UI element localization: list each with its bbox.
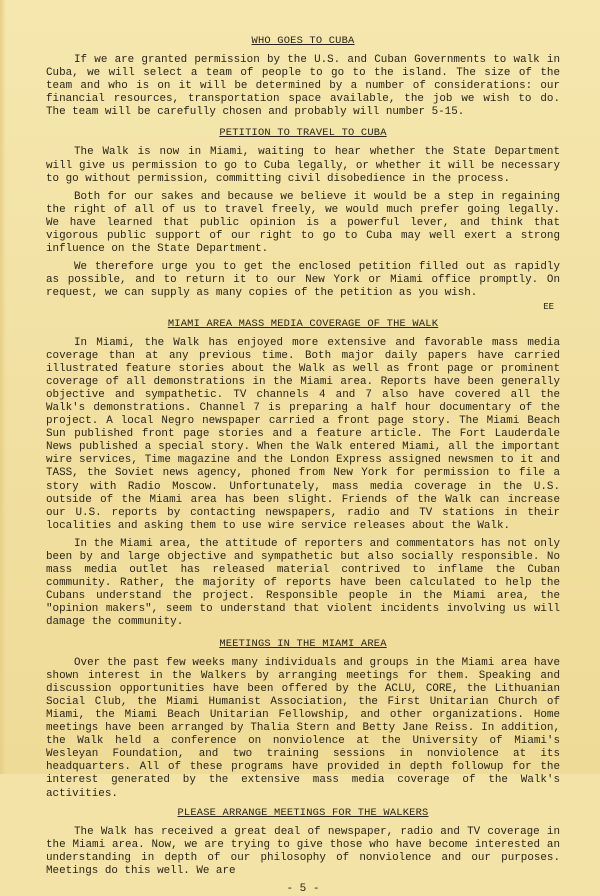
section-petition <box>46 126 560 312</box>
section-heading: WHO GOES TO CUBA <box>251 35 355 47</box>
section-meetings <box>46 637 560 801</box>
paragraph: The Walk is now in Miami, waiting to hear whether the State Department will give us permission to go to Cuba legally, or whether it will be necessary to go without permission, committing civil disobedience in the process. <box>46 146 560 185</box>
section-heading: PLEASE ARRANGE MEETINGS FOR THE WALKERS <box>177 806 429 819</box>
paragraph: In the Miami area, the attitude of reporters and commentators has not only been by and large objective and sympathetic but also socially responsible. No mass media outlet has released material contrived to inflame the Cuban community. Rather, the majority of reports have been calculated to help the Cubans understand the project. Responsible people in the Miami area, the "opinion makers", seem to understand that violent incidents involving us will damage the community. <box>46 537 560 629</box>
section-heading: PETITION TO TRAVEL TO CUBA <box>219 127 387 140</box>
page-number: - 5 - <box>286 882 320 895</box>
section-media-coverage <box>46 317 560 630</box>
paragraph: We therefore urge you to get the enclosed petition filled out as rapidly as possible, and to return it to our New York or Miami office promptly. On request, we can supply as many copies of the petition as you wish. <box>46 261 560 300</box>
section-heading: MEETINGS IN THE MIAMI AREA <box>219 637 387 650</box>
paragraph: Both for our sakes and because we believe it would be a step in regaining the right of all of us to travel freely, we would much prefer going legally. We have learned that public opinion is a powerful lever, and think that vigorous public support of our right to go to Cuba may well exert a strong influence on the State Department. <box>46 190 560 256</box>
paragraph: Over the past few weeks many individuals and groups in the Miami area have shown interest in the Walkers by arranging meetings for them. Speaking and discussion opportunities have been offered by the ACLU, CORE, the Lithuanian Social Club, the Miami Humanist Association, the First Unitarian Church of Miami, the Miami Beach Unitarian Fellowship, and other organizations. Home meetings have been arranged by Thalia Stern and Betty Jane Reiss. In addition, the Walk held a conference on nonviolence at the University of Miami's Wesleyan Foundation, and two training sessions in nonviolence at its headquarters. All of these programs have provided in depth followup for the interest generated by the extensive mass media coverage of the Walk's activities. <box>46 656 560 800</box>
paragraph: In Miami, the Walk has enjoyed more extensive and favorable mass media coverage than at any previous time. Both major daily papers have carried illustrated feature stories about the Walk as well as front page or prominent coverage of all demonstrations in the Miami area. Reports have been generally objective and sympathetic. TV channels 4 and 7 also have covered all the Walk's demonstrations. Channel 7 is preparing a half hour documentary of the project. A local Negro newspaper carried a front page story. The Miami Beach Sun published front page stories and a feature article. The Fort Lauderdale News published a special story. When the Walk entered Miami, all the important wire services, Time magazine and the London Express assigned newsmen to it and TASS, the Soviet news agency, phoned from New York for permission to file a story with Radio Moscow. Unfortunately, mass media coverage in the U.S. outside of the Miami area has been slight. Friends of the Walk can increase our U.S. reports by contacting newspapers, radio and TV stations in their localities and asking them to use wire service releases about the Walk. <box>46 336 560 532</box>
section-heading: MIAMI AREA MASS MEDIA COVERAGE OF THE WALK <box>167 317 439 330</box>
author-initials: EE <box>543 301 554 312</box>
paragraph: If we are granted permission by the U.S. and Cuban Governments to walk in Cuba, we will select a team of people to go to the island. The size of the team and who is on it will be determined by a number of considerations: our financial resources, transportation space available, the job we wish to do. The team will be carefully chosen and probably will number 5-15. <box>46 54 560 119</box>
section-arrange-meetings <box>46 806 560 878</box>
section-who-goes-to-cuba <box>46 34 560 119</box>
paragraph: The Walk has received a great deal of newspaper, radio and TV coverage in the Miami area. Now, we are trying to give those who have become interested an understanding in depth of our philosophy of nonviolence and our purposes. Meetings do this well. We are <box>46 825 560 877</box>
